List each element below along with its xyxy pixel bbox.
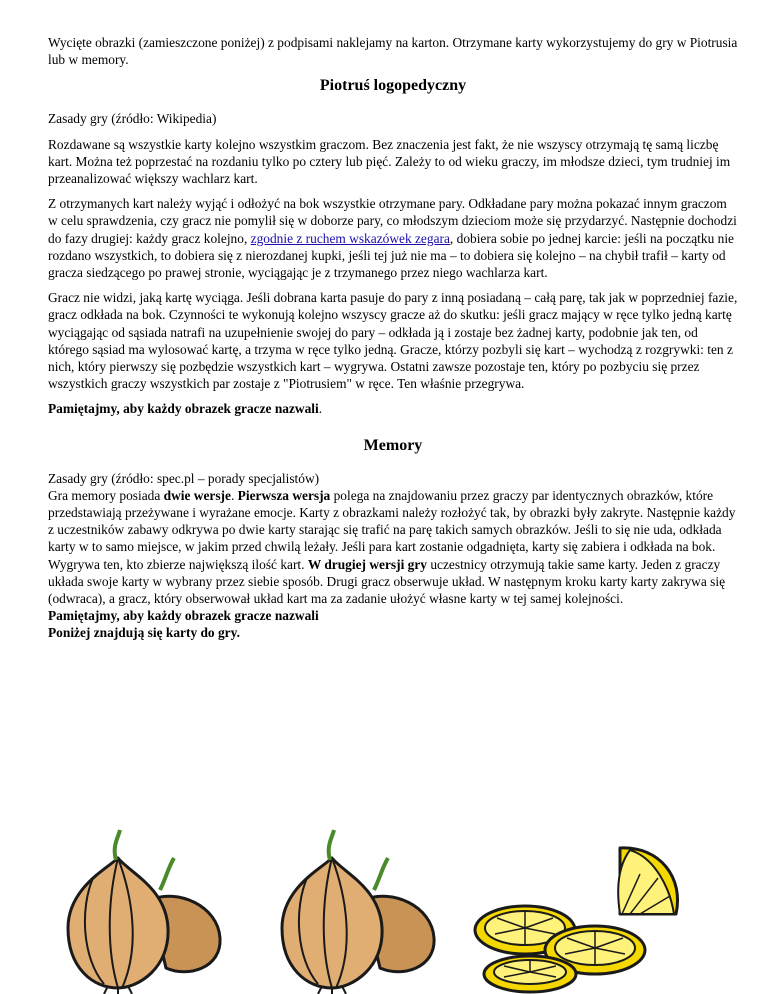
memory-text-2: . (230, 487, 238, 503)
piotrus-paragraph-1: Rozdawane są wszystkie karty kolejno wszystkim graczom. Bez znaczenia jest fakt, że nie wszyscy otrzymają tę samą liczbę kart. Można też poprzestać na rozdaniu tylko po cztery lub pięć. Zależy to od wieku graczy, im młodsze dzieci, tym trudniej im przeanalizować większy wachlarz kart. (48, 136, 731, 187)
memory-text-3: polega na znajdowaniu przez graczy par identycznych obrazków, które przedstawiają przeżywane i wyrażane emocje. Karty z obrazkami należy rozłożyć tak, by obrazki były zakryte. Następnie każdy z uczestników zabawy odkrywa po dwie karty starając się trafić na parę takich samych obrazków. Jeśli to się nie uda, odkłada karty w to samo miejsce, w jakim przed chwilą leżały. Jeśli para kart zostanie odgadnięta, karty się zabiera i odkłada na bok. Wygrywa ten, kto zbierze największą ilość kart. (48, 487, 736, 572)
piotrus-reminder-bold: Pamiętajmy, aby każdy obrazek gracze nazwali (48, 401, 319, 417)
reminder-dot: . (318, 401, 323, 417)
piotrus-paragraph-3: Gracz nie widzi, jaką kartę wyciąga. Jeśli dobrana karta pasuje do pary z inną posiadaną – całą parę, tak jak w poprzedniej fazie, gracz odkłada na bok. Czynności te wykonują kolejno wszyscy gracze aż do skutku: jeśli gracz mający w ręce tylko jedną kartę wyciągając od sąsiada natrafi na uzupełnienie swojej do pary – odkłada ją i zostaje bez żadnej karty, podobnie jak ten, od którego sąsiad ma wylosować kartę, a trzyma w ręce tylko jedną. Gracze, którzy pozbyli się kart – wychodzą z rozgrywki: ten z nich, który pierwszy się pozbędzie wszystkich kart – wygrywa. Ostatni zawsze pozostaje ten, który po pozbyciu się przez wszystkich graczy wszystkich par zostaje z "Piotrusiem" w ręce. Ten właśnie przegrywa. (48, 290, 738, 392)
memory-title: Memory (363, 436, 423, 454)
clockwise-link[interactable]: zgodnie z ruchem wskazówek zegara (250, 230, 450, 246)
p2-text-after: , dobiera sobie po jednej karcie: jeśli na początku nie rozdano wszystkich, to dobiera się z nierozdanej kupki, jeśli tej już nie ma – to dobiera się kolejno – na chybił trafił – karty od gracza siedzącego po prawej stronie, wyciągając je z trzymanego przez niego wachlarza kart. (48, 230, 734, 281)
onion-icon (262, 828, 442, 994)
piotrus-paragraph-2 (48, 195, 738, 281)
p2-text-before: Z otrzymanych kart należy wyjąć i odłożyć na bok wszystkie otrzymane pary. Odkładane pary można pokazać innym graczom w celu sprawdzenia, czy gracz nie pomylił się w doborze pary, co młodszym dzieciom może się przydarzyć. Następnie dochodzi do fazy drugiej: każdy gracz kolejno, (48, 196, 737, 246)
memory-reminder-bold: Pamiętajmy, aby każdy obrazek gracze nazwali (48, 608, 319, 624)
intro-paragraph: Wycięte obrazki (zamieszczone poniżej) z podpisami naklejamy na karton. Otrzymane karty wykorzystujemy do gry w Piotrusia lub w memory. (48, 35, 738, 68)
onion-icon (48, 828, 228, 994)
memory-bold-2: Pierwsza wersja (237, 487, 331, 503)
cards-below (48, 624, 738, 641)
card-images (0, 820, 768, 994)
memory-reminder (48, 607, 738, 624)
piotrus-reminder (48, 400, 738, 417)
memory-text-1: Gra memory posiada (48, 487, 164, 503)
memory-section (48, 470, 738, 642)
memory-text-4: uczestnicy otrzymują takie same karty. Jeden z graczy układa swoje karty w wybrany przez siebie sposób. Drugi gracz obserwuje układ. W następnym kroku karty karty zakrywa się (odwraca), a gracz, który obserwował układ kart ma za zadanie ułożyć własne karty w tej samej kolejności. (48, 556, 726, 607)
piotrus-title: Piotruś logopedyczny (319, 77, 467, 95)
memory-rules (48, 487, 738, 607)
document-body (48, 34, 738, 642)
memory-bold-3: W drugiej wersji gry (307, 556, 427, 572)
lemon-slices-icon (470, 838, 690, 994)
piotrus-source: Zasady gry (źródło: Wikipedia) (48, 111, 217, 127)
cards-below-bold: Poniżej znajdują się karty do gry. (48, 625, 240, 641)
memory-bold-1: dwie wersje (163, 487, 231, 503)
memory-source: Zasady gry (źródło: spec.pl – porady specjalistów) (48, 470, 320, 486)
